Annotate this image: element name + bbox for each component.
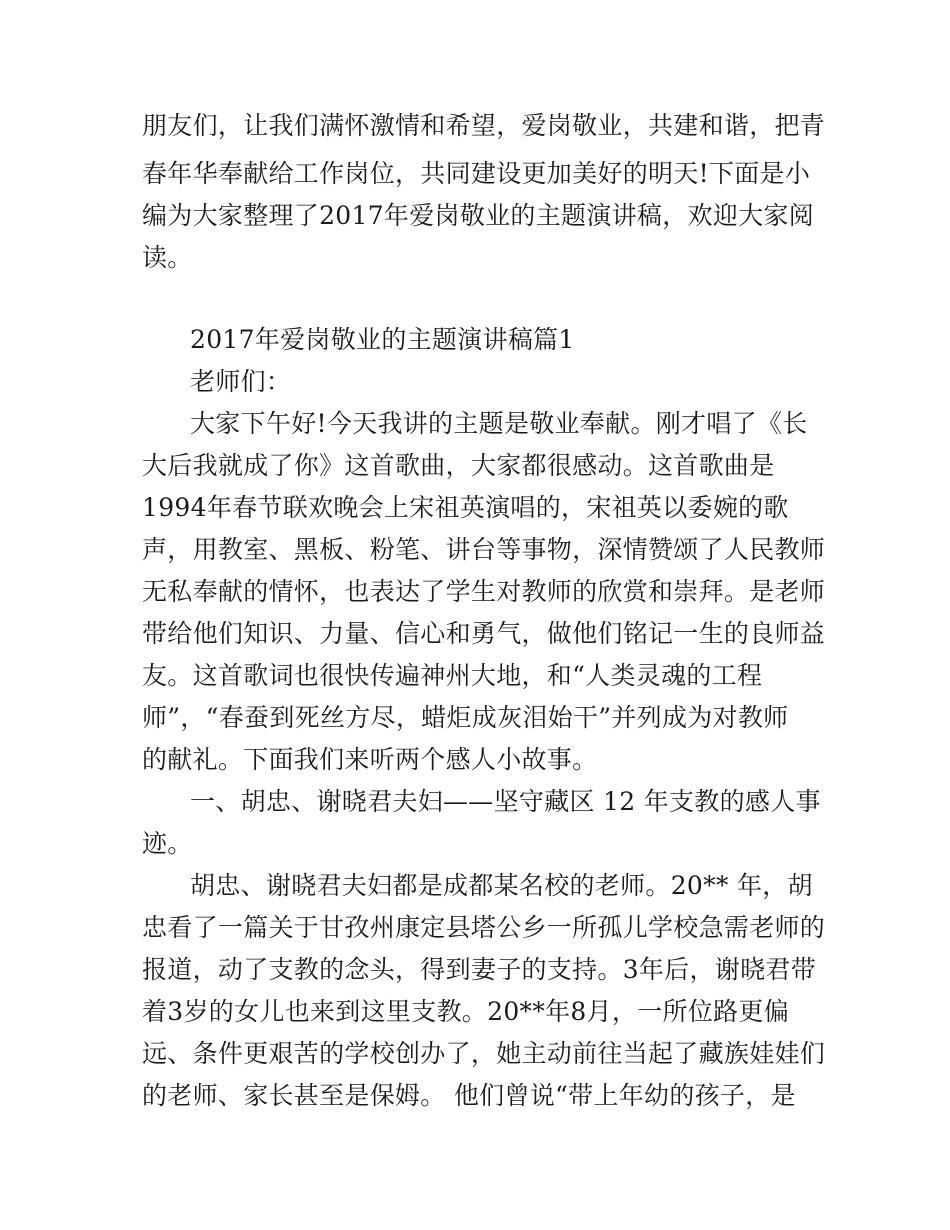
salutation: 老师们：: [190, 367, 292, 396]
paragraph-line: 大家下午好!今天我讲的主题是敬业奉献。刚才唱了《长: [190, 409, 808, 438]
paragraph-line: 大后我就成了你》这首歌曲，大家都很感动。这首歌曲是: [142, 451, 775, 480]
paragraph-line: 的献礼。下面我们来听两个感人小故事。: [142, 745, 598, 774]
paragraph-line: 1994年春节联欢晚会上宋祖英演唱的，宋祖英以委婉的歌: [142, 493, 789, 522]
section-title: 2017年爱岗敬业的主题演讲稿篇1: [190, 325, 575, 354]
paragraph-line: 的老师、家长甚至是保姆。 他们曾说“带上年幼的孩子，是: [142, 1081, 796, 1110]
paragraph-line: 读。: [142, 243, 193, 272]
paragraph-line: 着3岁的女儿也来到这里支教。20**年8月，一所位路更偏: [142, 997, 790, 1026]
paragraph-line: 声，用教室、黑板、粉笔、讲台等事物，深情赞颂了人民教师: [142, 535, 826, 564]
story-heading: 一、胡忠、谢晓君夫妇——坚守藏区 12 年支教的感人事: [190, 787, 821, 816]
paragraph-line: 胡忠、谢晓君夫妇都是成都某名校的老师。20** 年，胡: [190, 871, 813, 900]
paragraph-line: 友。这首歌词也很快传遍神州大地，和“人类灵魂的工程: [142, 661, 763, 690]
paragraph-line: 编为大家整理了2017年爱岗敬业的主题演讲稿，欢迎大家阅: [142, 201, 815, 230]
paragraph-line: 报道，动了支教的念头，得到妻子的支持。3年后，谢晓君带: [142, 955, 817, 984]
paragraph-line: 师”，“春蚕到死丝方尽，蜡炬成灰泪始干”并列成为对教师: [142, 703, 789, 732]
paragraph-line: 远、条件更艰苦的学校创办了，她主动前往当起了藏族娃娃们: [142, 1039, 826, 1068]
paragraph-line: 春年华奉献给工作岗位，共同建设更加美好的明天!下面是小: [142, 159, 811, 188]
paragraph-line: 无私奉献的情怀，也表达了学生对教师的欣赏和崇拜。是老师: [142, 577, 826, 606]
paragraph-line: 朋友们，让我们满怀激情和希望，爱岗敬业，共建和谐，把青: [142, 111, 826, 140]
paragraph-line: 忠看了一篇关于甘孜州康定县塔公乡一所孤儿学校急需老师的: [142, 913, 826, 942]
story-heading: 迹。: [142, 829, 193, 858]
paragraph-line: 带给他们知识、力量、信心和勇气，做他们铭记一生的良师益: [142, 619, 826, 648]
